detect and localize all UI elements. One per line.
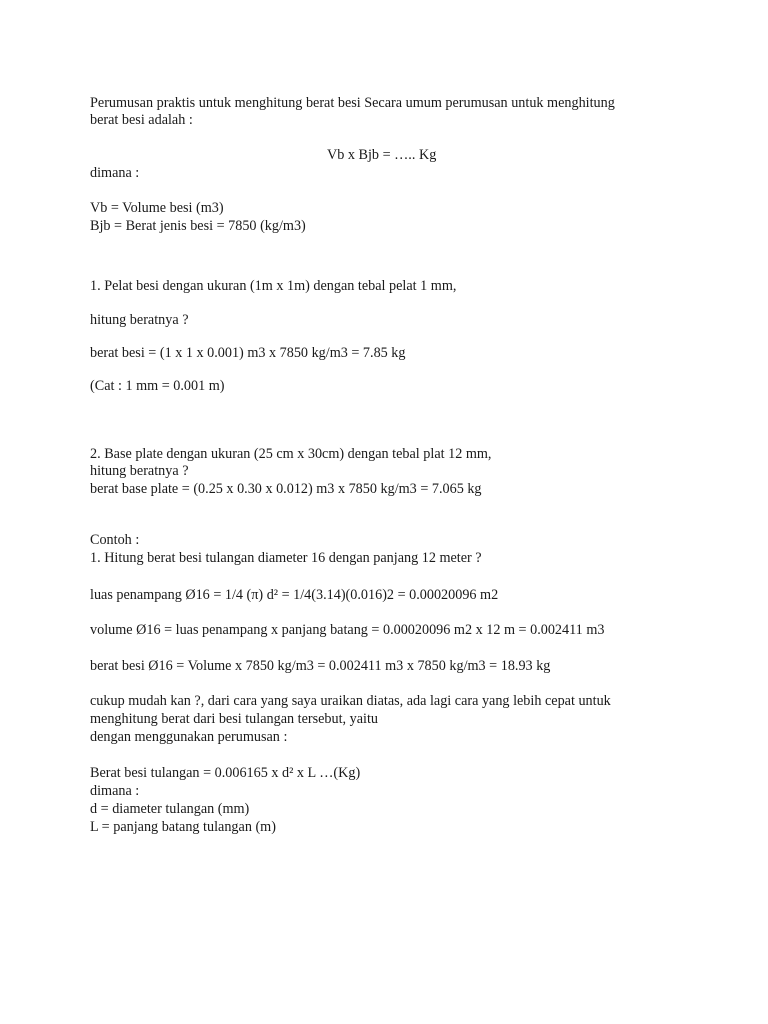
intro-text-line-2: berat besi adalah : <box>90 112 193 128</box>
definition-d: d = diameter tulangan (mm) <box>90 801 250 817</box>
berat-besi-calculation: berat besi Ø16 = Volume x 7850 kg/m3 = 0.002411 m3 x 7850 kg/m3 = 18.93 kg <box>90 658 551 674</box>
main-formula: Vb x Bjb = ….. Kg <box>327 147 437 163</box>
volume-calculation: volume Ø16 = luas penampang x panjang batang = 0.00020096 m2 x 12 m = 0.002411 m3 <box>90 622 605 638</box>
example-1-note: (Cat : 1 mm = 0.001 m) <box>90 378 225 394</box>
example-1-question: hitung beratnya ? <box>90 312 189 328</box>
intro-text-line-1: Perumusan praktis untuk menghitung berat besi Secara umum perumusan untuk menghitung <box>90 95 615 111</box>
remark-line-2: menghitung berat dari besi tulangan tersebut, yaitu <box>90 711 379 727</box>
example-2-title: 2. Base plate dengan ukuran (25 cm x 30cm) dengan tebal plat 12 mm, <box>90 446 492 462</box>
dimana-label-2: dimana : <box>90 783 140 799</box>
contoh-heading: Contoh : <box>90 532 140 548</box>
fast-formula: Berat besi tulangan = 0.006165 x d² x L …(Kg) <box>90 765 361 781</box>
dimana-label: dimana : <box>90 165 140 181</box>
contoh-1-title: 1. Hitung berat besi tulangan diameter 16 dengan panjang 12 meter ? <box>90 550 482 566</box>
remark-line-1: cukup mudah kan ?, dari cara yang saya uraikan diatas, ada lagi cara yang lebih cepat untuk <box>90 693 611 709</box>
definition-vb: Vb = Volume besi (m3) <box>90 200 224 216</box>
definition-bjb: Bjb = Berat jenis besi = 7850 (kg/m3) <box>90 218 306 234</box>
example-2-question: hitung beratnya ? <box>90 463 189 479</box>
example-1-calculation: berat besi = (1 x 1 x 0.001) m3 x 7850 kg/m3 = 7.85 kg <box>90 345 406 361</box>
example-2-calculation: berat base plate = (0.25 x 0.30 x 0.012) m3 x 7850 kg/m3 = 7.065 kg <box>90 481 482 497</box>
luas-penampang-calculation: luas penampang Ø16 = 1/4 (π) d² = 1/4(3.14)(0.016)2 = 0.00020096 m2 <box>90 587 499 603</box>
definition-l: L = panjang batang tulangan (m) <box>90 819 276 835</box>
example-1-title: 1. Pelat besi dengan ukuran (1m x 1m) dengan tebal pelat 1 mm, <box>90 278 457 294</box>
remark-line-3: dengan menggunakan perumusan : <box>90 729 288 745</box>
